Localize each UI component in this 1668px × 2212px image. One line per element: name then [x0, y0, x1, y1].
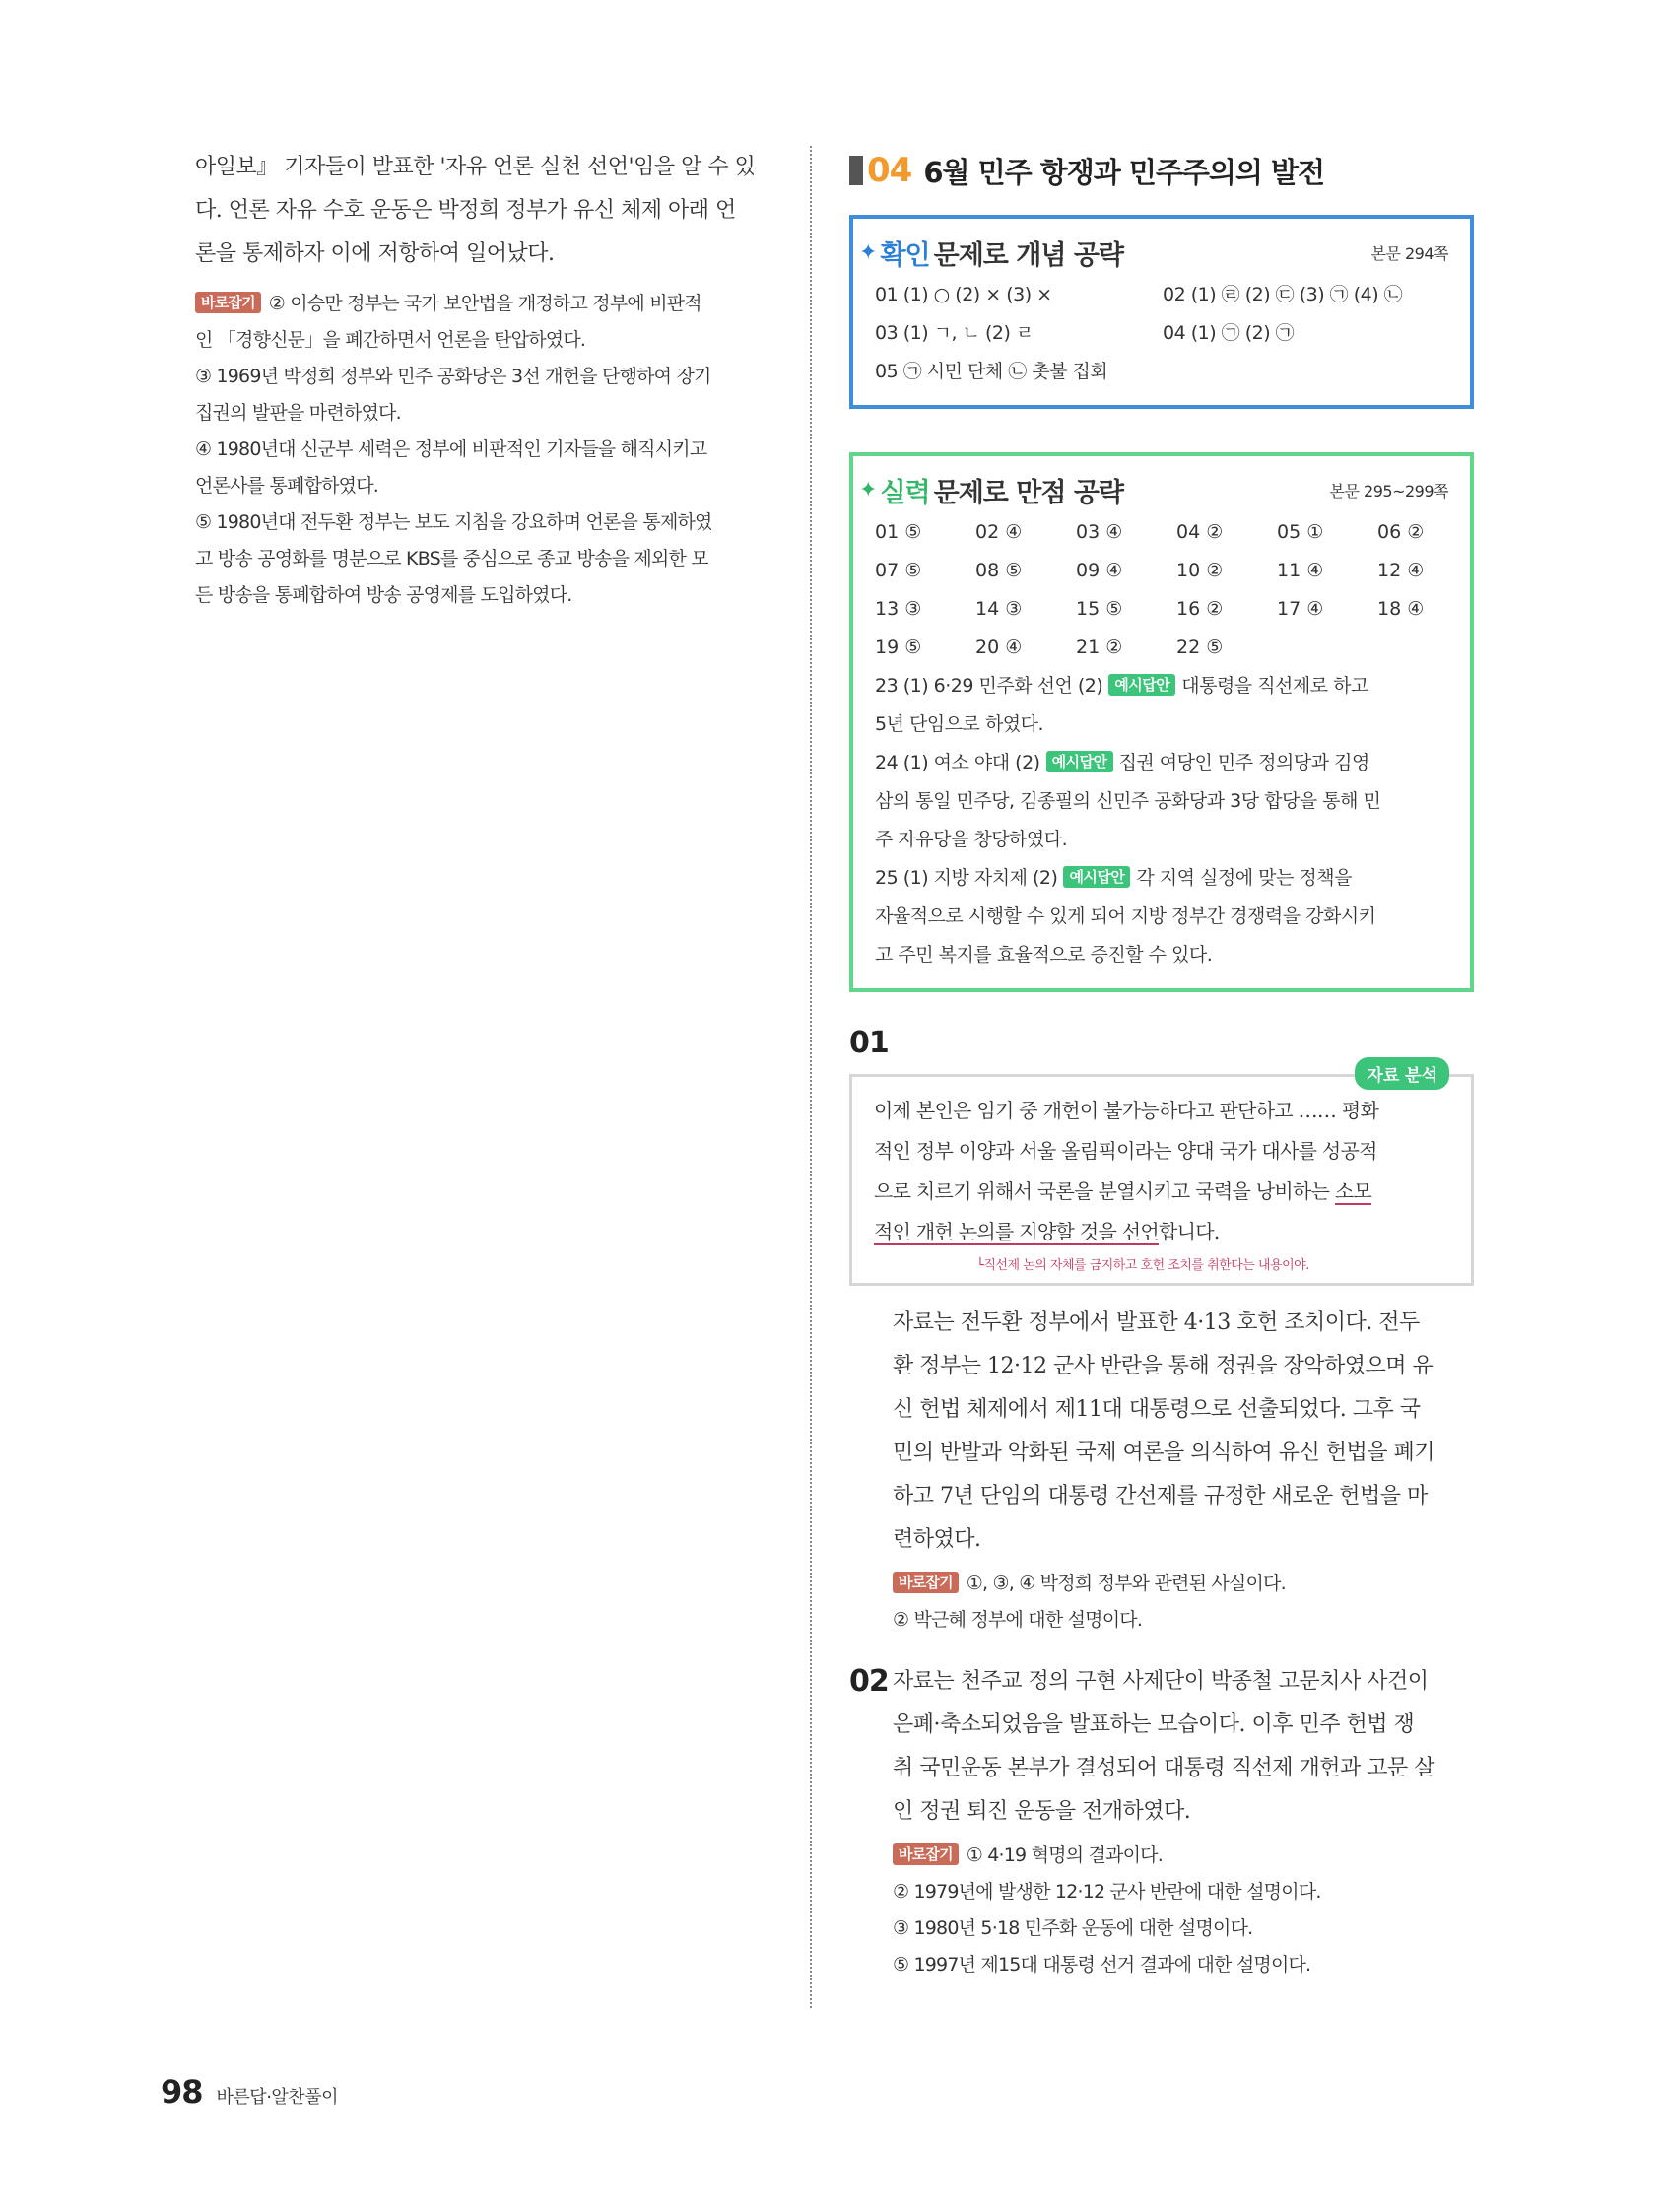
correction-tag: 바로잡기 [893, 1843, 959, 1865]
text-line: 인 「경향신문」을 폐간하면서 언론을 탄압하였다. [195, 329, 586, 351]
text-line: ④ 1980년대 신군부 세력은 정부에 비판적인 기자들을 해직시키고 [195, 438, 707, 460]
answer-23: 23 (1) 6·29 민주화 선언 (2) 예시답안 대통령을 직선제로 하고 [875, 675, 1368, 697]
answer-item: 11 ④ [1277, 560, 1324, 581]
example-answer-tag: 예시답안 [1108, 674, 1175, 696]
answer-25-cont: 고 주민 복지를 효율적으로 증진할 수 있다. [875, 944, 1213, 966]
answer-item: 16 ② [1176, 598, 1224, 620]
left-column [195, 146, 786, 614]
box-title: ✦ 실력 문제로 만점 공략 [859, 477, 1123, 508]
text-line: 련하였다. [893, 1527, 981, 1552]
answer-item: 08 ⑤ [975, 560, 1023, 581]
text-line: 신 헌법 체제에서 제11대 대통령으로 선출되었다. 그후 국 [893, 1397, 1421, 1422]
answer-25-cont: 자율적으로 시행할 수 있게 되어 지방 정부간 경쟁력을 강화시키 [875, 905, 1376, 927]
text-line: 다. 언론 자유 수호 운동은 박정희 정부가 유신 체제 아래 언 [195, 198, 736, 223]
answer-row: 03 (1) ㄱ, ㄴ (2) ㄹ 04 (1) ㉠ (2) ㉠ [875, 322, 1295, 344]
answer-item: 01 ⑤ [875, 521, 922, 543]
answer-24-cont: 삼의 통일 민주당, 김종필의 신민주 공화당과 3당 합당을 통해 민 [875, 790, 1381, 812]
question-number: 01 [849, 1026, 889, 1060]
box-header [859, 466, 1448, 513]
text-line: 바로잡기 ② 이승만 정부는 국가 보안법을 개정하고 정부에 비판적 [195, 286, 786, 322]
source-analysis-tag: 자료 분석 [1355, 1057, 1449, 1090]
answer-item: 07 ⑤ [875, 560, 922, 581]
text-line: 고 방송 공영화를 명분으로 KBS를 중심으로 종교 방송을 제외한 모 [195, 548, 708, 570]
concept-check-box [849, 215, 1474, 409]
box-title: ✦ 확인 문제로 개념 공략 [859, 239, 1123, 271]
text-line: 집권의 발판을 마련하였다. [195, 402, 401, 424]
text-line: 론을 통제하자 이에 저항하여 일어났다. [195, 241, 555, 266]
answer-item: 13 ③ [875, 598, 922, 620]
source-text: 이제 본인은 임기 중 개헌이 불가능하다고 판단하고 …… 평화 적인 정부 이양과 서울 올림픽이라는 양대 국가 대사를 성공적 으로 치르기 위해서 국론을 분열시키고 국력을 낭비하는 소모 적인 개헌 논의를 지양할 것을 선언합니다. [874, 1099, 1379, 1243]
answer-row: 01 (1) ○ (2) × (3) × 02 (1) ㉣ (2) ㉢ (3) ㉠ (4) ㉡ [875, 284, 1403, 305]
text-line: 은폐·축소되었음을 발표하는 모습이다. 이후 민주 헌법 쟁 [893, 1712, 1415, 1737]
answer-item: 10 ② [1176, 560, 1224, 581]
text-line: 민의 반발과 악화된 국제 여론을 의식하여 유신 헌법을 폐기 [893, 1441, 1434, 1465]
section-marker [849, 156, 863, 185]
answer-item: 15 ⑤ [1076, 598, 1123, 620]
source-annotation: └직선제 논의 자체를 금지하고 호헌 조치를 취한다는 내용이야. [976, 1258, 1309, 1273]
sparkle-icon: ✦ [859, 239, 877, 265]
text-line: ③ 1969년 박정희 정부와 민주 공화당은 3선 개헌을 단행하여 장기 [195, 366, 711, 387]
intro-paragraph [195, 146, 786, 276]
answer-item: 20 ④ [975, 637, 1023, 658]
answer-item: 04 ② [1176, 521, 1224, 543]
correction-tag: 바로잡기 [195, 292, 261, 313]
text-line: 하고 7년 단임의 대통령 간선제를 규정한 새로운 헌법을 마 [893, 1484, 1428, 1508]
text-line: 자료는 전두환 정부에서 발표한 4·13 호헌 조치이다. 전두 [893, 1310, 1420, 1335]
text-line: 언론사를 통폐합하였다. [195, 475, 379, 497]
answer-item: 05 ① [1277, 521, 1324, 543]
text-line: 인 정권 퇴진 운동을 전개하였다. [893, 1799, 1191, 1824]
answer-item: 18 ④ [1377, 598, 1425, 620]
answer-item: 03 ④ [1076, 521, 1123, 543]
text-line: 취 국민운동 본부가 결성되어 대통령 직선제 개헌과 고문 살 [893, 1756, 1434, 1780]
answer-item: 17 ④ [1277, 598, 1324, 620]
answer-grid [875, 513, 1448, 667]
sparkle-icon: ✦ [859, 477, 877, 503]
page-reference: 본문 295~299쪽 [1329, 481, 1448, 501]
question-02 [849, 1660, 1474, 1983]
answer-item: 21 ② [1076, 637, 1123, 658]
page-number: 98 [161, 2073, 203, 2111]
answer-25: 25 (1) 지방 자치제 (2) 예시답안 각 지역 실정에 맞는 정책을 [875, 867, 1352, 889]
answer-explanation [893, 1302, 1474, 1639]
page-reference: 본문 294쪽 [1370, 243, 1448, 263]
section-title: 6월 민주 항쟁과 민주주의의 발전 [923, 155, 1325, 189]
skill-check-box [849, 452, 1474, 992]
answer-item: 09 ④ [1076, 560, 1123, 581]
example-answer-tag: 예시답안 [1063, 866, 1130, 888]
section-number: 04 [867, 151, 912, 190]
correction-block: 바로잡기 ①, ③, ④ 박정희 정부와 관련된 사실이다. ② 박근혜 정부에 대한 설명이다. [893, 1573, 1286, 1631]
answer-item: 22 ⑤ [1176, 637, 1224, 658]
question-number: 02 [849, 1664, 889, 1699]
column-divider [810, 146, 812, 2008]
correction-tag: 바로잡기 [893, 1572, 959, 1593]
answer-item: 02 ④ [975, 521, 1023, 543]
answer-item: 14 ③ [975, 598, 1023, 620]
example-answer-tag: 예시답안 [1046, 751, 1113, 772]
text-line: 아일보』 기자들이 발표한 '자유 언론 실천 선언'임을 알 수 있 [195, 155, 756, 179]
correction-block [195, 286, 786, 614]
text-line: 든 방송을 통폐합하여 방송 공영제를 도입하였다. [195, 584, 572, 606]
answer-24-cont: 주 자유당을 창당하였다. [875, 829, 1068, 850]
text-line: 환 정부는 12·12 군사 반란을 통해 정권을 장악하였으며 유 [893, 1354, 1434, 1378]
footer-label: 바른답·알찬풀이 [216, 2087, 338, 2108]
answer-item: 12 ④ [1377, 560, 1425, 581]
section-heading [849, 146, 1474, 195]
answer-23-cont: 5년 단임으로 하였다. [875, 713, 1044, 735]
box-header [859, 229, 1448, 276]
question-01 [849, 1026, 1474, 1639]
answer-item: 06 ② [1377, 521, 1425, 543]
answer-item: 19 ⑤ [875, 637, 922, 658]
correction-block: 바로잡기 ① 4·19 혁명의 결과이다. ② 1979년에 발생한 12·12 군사 반란에 대한 설명이다. ③ 1980년 5·18 민주화 운동에 대한 설명이다. ⑤ 1997년 제15대 대통령 선거 결과에 대한 설명이다. [893, 1844, 1321, 1976]
right-column [849, 146, 1474, 1983]
answer-row: 05 ㉠ 시민 단체 ㉡ 촛불 집회 [875, 361, 1108, 382]
text-line: ⑤ 1980년대 전두환 정부는 보도 지침을 강요하며 언론을 통제하였 [195, 511, 712, 533]
page-footer [161, 2073, 338, 2111]
text-line: 자료는 천주교 정의 구현 사제단이 박종철 고문치사 사건이 [893, 1669, 1429, 1694]
source-box [849, 1066, 1474, 1286]
answer-24: 24 (1) 여소 야대 (2) 예시답안 집권 여당인 민주 정의당과 김영 [875, 752, 1369, 773]
